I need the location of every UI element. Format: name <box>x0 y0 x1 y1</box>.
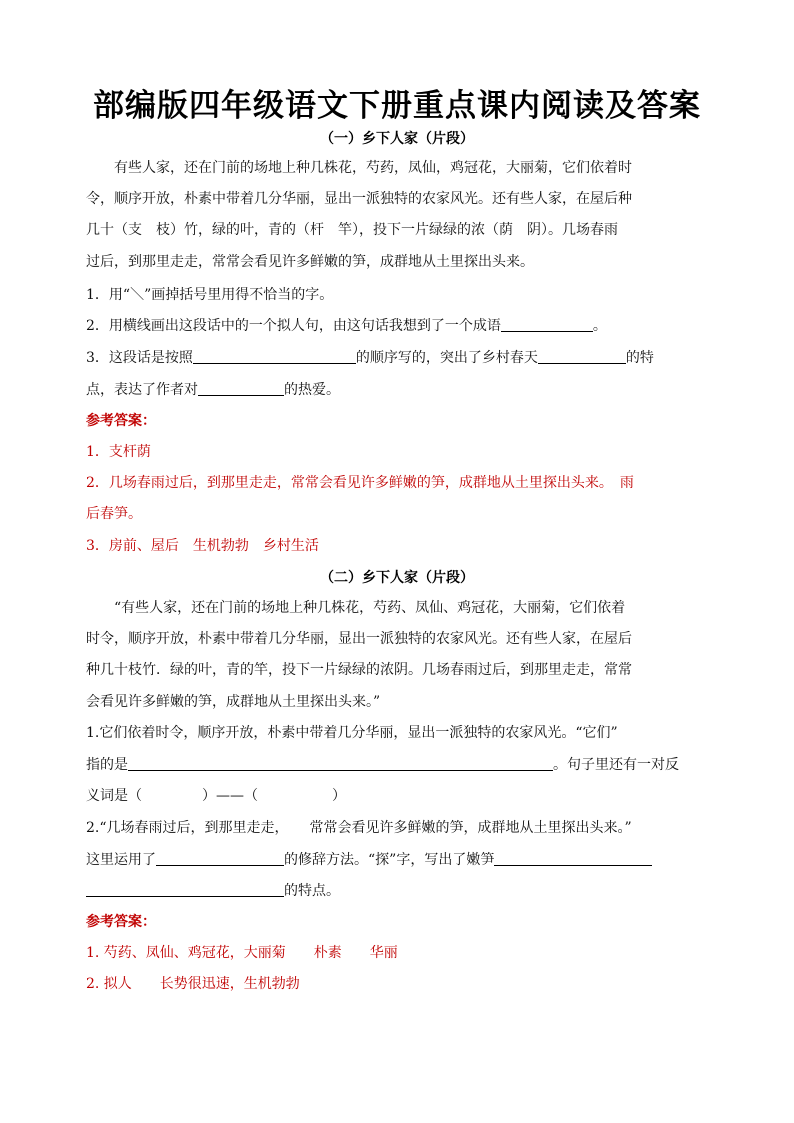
question-text: 点，表达了作者对 <box>86 382 198 398</box>
section2-passage-line: 种几十枝竹．绿的叶，青的竿，投下一片绿绿的浓阴。几场春雨过后，到那里走走，常常 <box>86 662 632 678</box>
section1-question-2 <box>86 316 716 336</box>
section2-passage-line: 时令，顺序开放，朴素中带着几分华丽，显出一派独特的农家风光。还有些人家，在屋后 <box>86 631 632 647</box>
question-text: 这里运用了 <box>86 852 156 868</box>
section1-answer: 3．房前、屋后 生机勃勃 乡村生活 <box>86 538 319 554</box>
answer-blank <box>198 380 284 396</box>
answer-blank <box>86 881 284 897</box>
section2-question-2-cont <box>86 850 716 870</box>
section2-passage-line: “有些人家，还在门前的场地上种几株花，芍药、凤仙、鸡冠花，大丽菊，它们依着 <box>114 600 626 616</box>
section1-passage-line: 过后，到那里走走，常常会看见许多鲜嫩的笋，成群地从土里探出头来。 <box>86 254 534 270</box>
question-text: 义词是（ <box>86 788 142 804</box>
answer-blank <box>501 316 593 332</box>
question-text: 2．用横线画出这段话中的一个拟人句，由这句话我想到了一个成语 <box>86 318 501 334</box>
section2-answer-heading: 参考答案： <box>86 914 156 930</box>
question-text: 指的是 <box>86 757 128 773</box>
section2-passage-line: 会看见许多鲜嫩的笋，成群地从土里探出头来。” <box>86 694 381 710</box>
question-text: 的热爱。 <box>284 382 340 398</box>
question-text: 3．这段话是按照 <box>86 350 193 366</box>
section2-answer: 2. 拟人 长势很迅速，生机勃勃 <box>86 976 300 992</box>
section1-question-1: 1．用“＼”画掉括号里用得不恰当的字。 <box>86 287 334 303</box>
section1-heading: （一）乡下人家（片段） <box>320 131 474 147</box>
section2-question-1-antonyms <box>86 786 716 806</box>
answer-blank <box>193 348 356 364</box>
section2-question-2-end <box>86 881 716 901</box>
section2-answer: 1. 芍药、凤仙、鸡冠花，大丽菊 朴素 华丽 <box>86 945 398 961</box>
section1-answer-heading: 参考答案： <box>86 413 156 429</box>
question-text: ）——（ <box>202 788 258 804</box>
answer-blank <box>156 850 284 866</box>
answer-blank <box>128 755 553 771</box>
section1-question-3-cont <box>86 380 716 400</box>
section1-answer: 1．支杆荫 <box>86 444 151 460</box>
section1-passage-line: 几十（支 枝）竹，绿的叶，青的（杆 竿），投下一片绿绿的浓（荫 阴）。几场春雨 <box>86 222 618 238</box>
section1-question-3 <box>86 348 716 368</box>
question-text: 的顺序写的，突出了乡村春天 <box>355 350 538 366</box>
answer-blank <box>538 348 626 364</box>
section1-answer: 后春笋。 <box>86 506 142 522</box>
section2-question-2: 2.“几场春雨过后，到那里走走， 常常会看见许多鲜嫩的笋，成群地从土里探出头来。” <box>86 820 632 836</box>
section1-passage-line: 令，顺序开放，朴素中带着几分华丽，显出一派独特的农家风光。还有些人家，在屋后种 <box>86 191 632 207</box>
question-text: 的修辞方法。“探”字，写出了嫩笋 <box>284 852 495 868</box>
section2-question-1-cont <box>86 755 716 775</box>
section1-passage-line: 有些人家，还在门前的场地上种几株花，芍药，凤仙，鸡冠花，大丽菊，它们依着时 <box>114 160 632 176</box>
answer-blank <box>494 850 652 866</box>
question-text: 。 <box>592 318 607 334</box>
question-text: ） <box>332 788 346 804</box>
question-text: 的特点。 <box>284 883 340 899</box>
section2-question-1: 1.它们依着时令，顺序开放，朴素中带着几分华丽，显出一派独特的农家风光。“它们” <box>86 725 618 741</box>
section1-answer: 2．几场春雨过后，到那里走走，常常会看见许多鲜嫩的笋，成群地从土里探出头来。 雨 <box>86 475 634 491</box>
question-text: 。句子里还有一对反 <box>553 757 679 773</box>
question-text: 的特 <box>625 350 654 366</box>
document-title: 部编版四年级语文下册重点课内阅读及答案 <box>93 88 701 124</box>
section2-heading: （二）乡下人家（片段） <box>320 570 474 586</box>
